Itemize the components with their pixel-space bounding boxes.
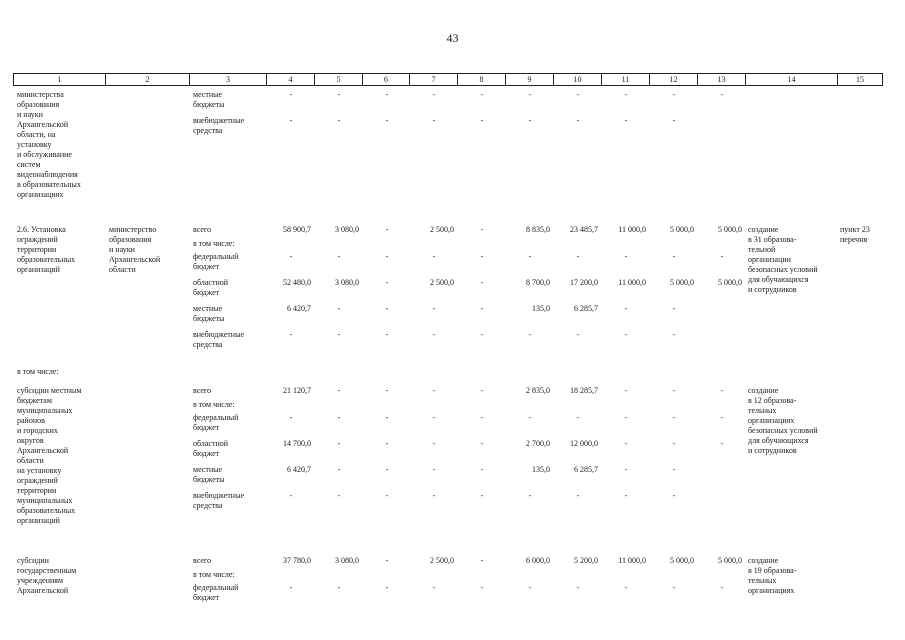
value-cell: 18 285,7	[570, 386, 598, 395]
value-dash: -	[289, 413, 293, 422]
value-dash: -	[337, 583, 341, 592]
value-dash: -	[385, 252, 389, 261]
header-cell-8: 8	[457, 73, 506, 86]
value-cell: 3 080,0	[335, 556, 359, 565]
value-cell: 5 000,0	[670, 225, 694, 234]
source-label: федеральный бюджет	[193, 413, 239, 432]
value-dash: -	[385, 439, 389, 448]
value-dash: -	[385, 330, 389, 339]
value-dash: -	[337, 90, 341, 99]
value-dash: -	[624, 90, 628, 99]
value-dash: -	[385, 556, 389, 565]
value-cell: 5 000,0	[670, 556, 694, 565]
event-name: субсидии местным бюджетам муниципальных районов и городских округов Архангельской области на установку ограждений территории муниципальных образовательных организаций	[17, 386, 82, 525]
source-label: местные бюджеты	[193, 304, 225, 323]
value-dash: -	[624, 386, 628, 395]
source-label: всего	[193, 386, 212, 395]
value-cell: 2 500,0	[430, 556, 454, 565]
source-label: федеральный бюджет	[193, 583, 239, 602]
value-dash: -	[385, 491, 389, 500]
value-dash: -	[337, 252, 341, 261]
value-cell: 6 000,0	[526, 556, 550, 565]
value-dash: -	[432, 252, 436, 261]
source-label: областной бюджет	[193, 439, 229, 458]
value-dash: -	[432, 413, 436, 422]
value-dash: -	[289, 252, 293, 261]
source-label: местные бюджеты	[193, 465, 225, 484]
value-dash: -	[385, 413, 389, 422]
value-dash: -	[672, 583, 676, 592]
source-label: областной бюджет	[193, 278, 229, 297]
value-dash: -	[672, 439, 676, 448]
value-dash: -	[480, 252, 484, 261]
value-dash: -	[385, 386, 389, 395]
value-dash: -	[480, 330, 484, 339]
value-dash: -	[480, 491, 484, 500]
value-dash: -	[337, 304, 341, 313]
header-cell-7: 7	[409, 73, 458, 86]
value-cell: 23 485,7	[570, 225, 598, 234]
value-dash: -	[672, 90, 676, 99]
value-dash: -	[576, 252, 580, 261]
header-cell-2: 2	[105, 73, 190, 86]
value-cell: 11 000,0	[618, 556, 646, 565]
value-dash: -	[432, 491, 436, 500]
value-cell: 5 000,0	[718, 556, 742, 565]
executor: министерство образования и науки Архангельской области	[109, 225, 161, 274]
value-dash: -	[480, 556, 484, 565]
value-dash: -	[337, 413, 341, 422]
value-cell: 8 835,0	[526, 225, 550, 234]
header-cell-10: 10	[553, 73, 602, 86]
value-cell: 3 080,0	[335, 278, 359, 287]
value-dash: -	[624, 413, 628, 422]
header-cell-3: 3	[189, 73, 267, 86]
value-dash: -	[720, 386, 724, 395]
value-dash: -	[432, 439, 436, 448]
header-cell-12: 12	[649, 73, 698, 86]
value-dash: -	[289, 491, 293, 500]
value-dash: -	[480, 116, 484, 125]
value-dash: -	[432, 116, 436, 125]
value-dash: -	[289, 330, 293, 339]
value-dash: -	[672, 413, 676, 422]
value-dash: -	[576, 491, 580, 500]
value-cell: 3 080,0	[335, 225, 359, 234]
value-dash: -	[528, 413, 532, 422]
value-dash: -	[385, 225, 389, 234]
value-dash: -	[432, 304, 436, 313]
value-dash: -	[337, 439, 341, 448]
value-cell: 14 700,0	[283, 439, 311, 448]
value-dash: -	[385, 90, 389, 99]
value-dash: -	[672, 252, 676, 261]
value-dash: -	[289, 90, 293, 99]
value-cell: 6 285,7	[574, 304, 598, 313]
value-dash: -	[720, 90, 724, 99]
value-cell: 135,0	[532, 465, 550, 474]
value-cell: 8 700,0	[526, 278, 550, 287]
value-cell: 6 285,7	[574, 465, 598, 474]
value-cell: 52 480,0	[283, 278, 311, 287]
source-label: внебюджетные средства	[193, 116, 244, 135]
header-cell-11: 11	[601, 73, 650, 86]
subheading: в том числе:	[17, 367, 59, 376]
value-dash: -	[528, 90, 532, 99]
source-label: внебюджетные средства	[193, 330, 244, 349]
header-cell-9: 9	[505, 73, 554, 86]
event-name: субсидии государственным учреждениям Архангельской	[17, 556, 77, 595]
value-cell: 2 835,0	[526, 386, 550, 395]
expected-result: создание в 31 образова- тельной организации безопасных условий для обучающихся и сотрудников	[748, 225, 818, 294]
expected-result: создание в 19 образова- тельных организациях	[748, 556, 797, 595]
value-dash: -	[480, 304, 484, 313]
event-name: 2.6. Установка ограждений территории образовательных организаций	[17, 225, 76, 274]
value-cell: 11 000,0	[618, 278, 646, 287]
value-cell: 5 000,0	[670, 278, 694, 287]
value-cell: 2 700,0	[526, 439, 550, 448]
value-dash: -	[576, 90, 580, 99]
value-dash: -	[289, 116, 293, 125]
value-dash: -	[528, 583, 532, 592]
value-dash: -	[720, 413, 724, 422]
value-dash: -	[289, 583, 293, 592]
header-cell-4: 4	[266, 73, 315, 86]
expected-result: создание в 12 образова- тельных организациях безопасных условий для обучающихся и сотрудников	[748, 386, 818, 455]
value-dash: -	[576, 330, 580, 339]
value-dash: -	[576, 413, 580, 422]
value-dash: -	[624, 252, 628, 261]
source-label: внебюджетные средства	[193, 491, 244, 510]
value-dash: -	[528, 116, 532, 125]
source-label: местные бюджеты	[193, 90, 225, 109]
header-cell-5: 5	[314, 73, 363, 86]
value-dash: -	[720, 583, 724, 592]
value-dash: -	[624, 330, 628, 339]
value-dash: -	[480, 386, 484, 395]
value-cell: 135,0	[532, 304, 550, 313]
value-dash: -	[576, 116, 580, 125]
value-cell: 37 780,0	[283, 556, 311, 565]
value-cell: 6 420,7	[287, 465, 311, 474]
value-dash: -	[432, 330, 436, 339]
value-dash: -	[528, 252, 532, 261]
value-dash: -	[480, 413, 484, 422]
value-dash: -	[385, 278, 389, 287]
value-cell: 5 000,0	[718, 278, 742, 287]
value-dash: -	[337, 386, 341, 395]
source-label: федеральный бюджет	[193, 252, 239, 271]
value-cell: 2 500,0	[430, 278, 454, 287]
value-dash: -	[480, 439, 484, 448]
value-cell: 21 120,7	[283, 386, 311, 395]
value-cell: 17 200,0	[570, 278, 598, 287]
value-dash: -	[432, 465, 436, 474]
header-cell-14: 14	[745, 73, 838, 86]
source-label: в том числе:	[193, 400, 235, 409]
value-dash: -	[385, 465, 389, 474]
value-dash: -	[672, 386, 676, 395]
source-label: в том числе:	[193, 570, 235, 579]
value-dash: -	[528, 491, 532, 500]
value-dash: -	[432, 583, 436, 592]
value-cell: 12 000,0	[570, 439, 598, 448]
value-dash: -	[480, 278, 484, 287]
value-dash: -	[672, 330, 676, 339]
value-dash: -	[337, 116, 341, 125]
header-cell-1: 1	[13, 73, 106, 86]
value-dash: -	[624, 465, 628, 474]
value-cell: 2 500,0	[430, 225, 454, 234]
value-dash: -	[385, 116, 389, 125]
value-dash: -	[432, 90, 436, 99]
value-cell: 6 420,7	[287, 304, 311, 313]
value-cell: 11 000,0	[618, 225, 646, 234]
source-label: в том числе:	[193, 239, 235, 248]
value-dash: -	[385, 304, 389, 313]
value-dash: -	[385, 583, 389, 592]
value-dash: -	[480, 583, 484, 592]
value-dash: -	[480, 90, 484, 99]
header-cell-6: 6	[362, 73, 410, 86]
event-name: министерства образования и науки Архангельской области, на установку и обслуживание систем видеонаблюдения в образовательных организациях	[17, 90, 81, 199]
value-dash: -	[432, 386, 436, 395]
value-dash: -	[337, 465, 341, 474]
value-dash: -	[624, 583, 628, 592]
value-dash: -	[720, 252, 724, 261]
value-cell: 58 900,7	[283, 225, 311, 234]
value-dash: -	[576, 583, 580, 592]
value-dash: -	[720, 439, 724, 448]
page-number: 43	[446, 31, 459, 45]
value-dash: -	[672, 116, 676, 125]
source-label: всего	[193, 556, 212, 565]
value-dash: -	[480, 465, 484, 474]
value-dash: -	[624, 439, 628, 448]
value-dash: -	[672, 465, 676, 474]
value-dash: -	[624, 116, 628, 125]
value-cell: 5 000,0	[718, 225, 742, 234]
value-dash: -	[337, 491, 341, 500]
source-label: всего	[193, 225, 212, 234]
value-cell: 5 200,0	[574, 556, 598, 565]
value-dash: -	[337, 330, 341, 339]
header-cell-13: 13	[697, 73, 746, 86]
reference: пункт 23 перечня	[840, 225, 870, 244]
value-dash: -	[624, 304, 628, 313]
value-dash: -	[672, 304, 676, 313]
value-dash: -	[672, 491, 676, 500]
value-dash: -	[528, 330, 532, 339]
value-dash: -	[624, 491, 628, 500]
value-dash: -	[480, 225, 484, 234]
header-cell-15: 15	[837, 73, 883, 86]
